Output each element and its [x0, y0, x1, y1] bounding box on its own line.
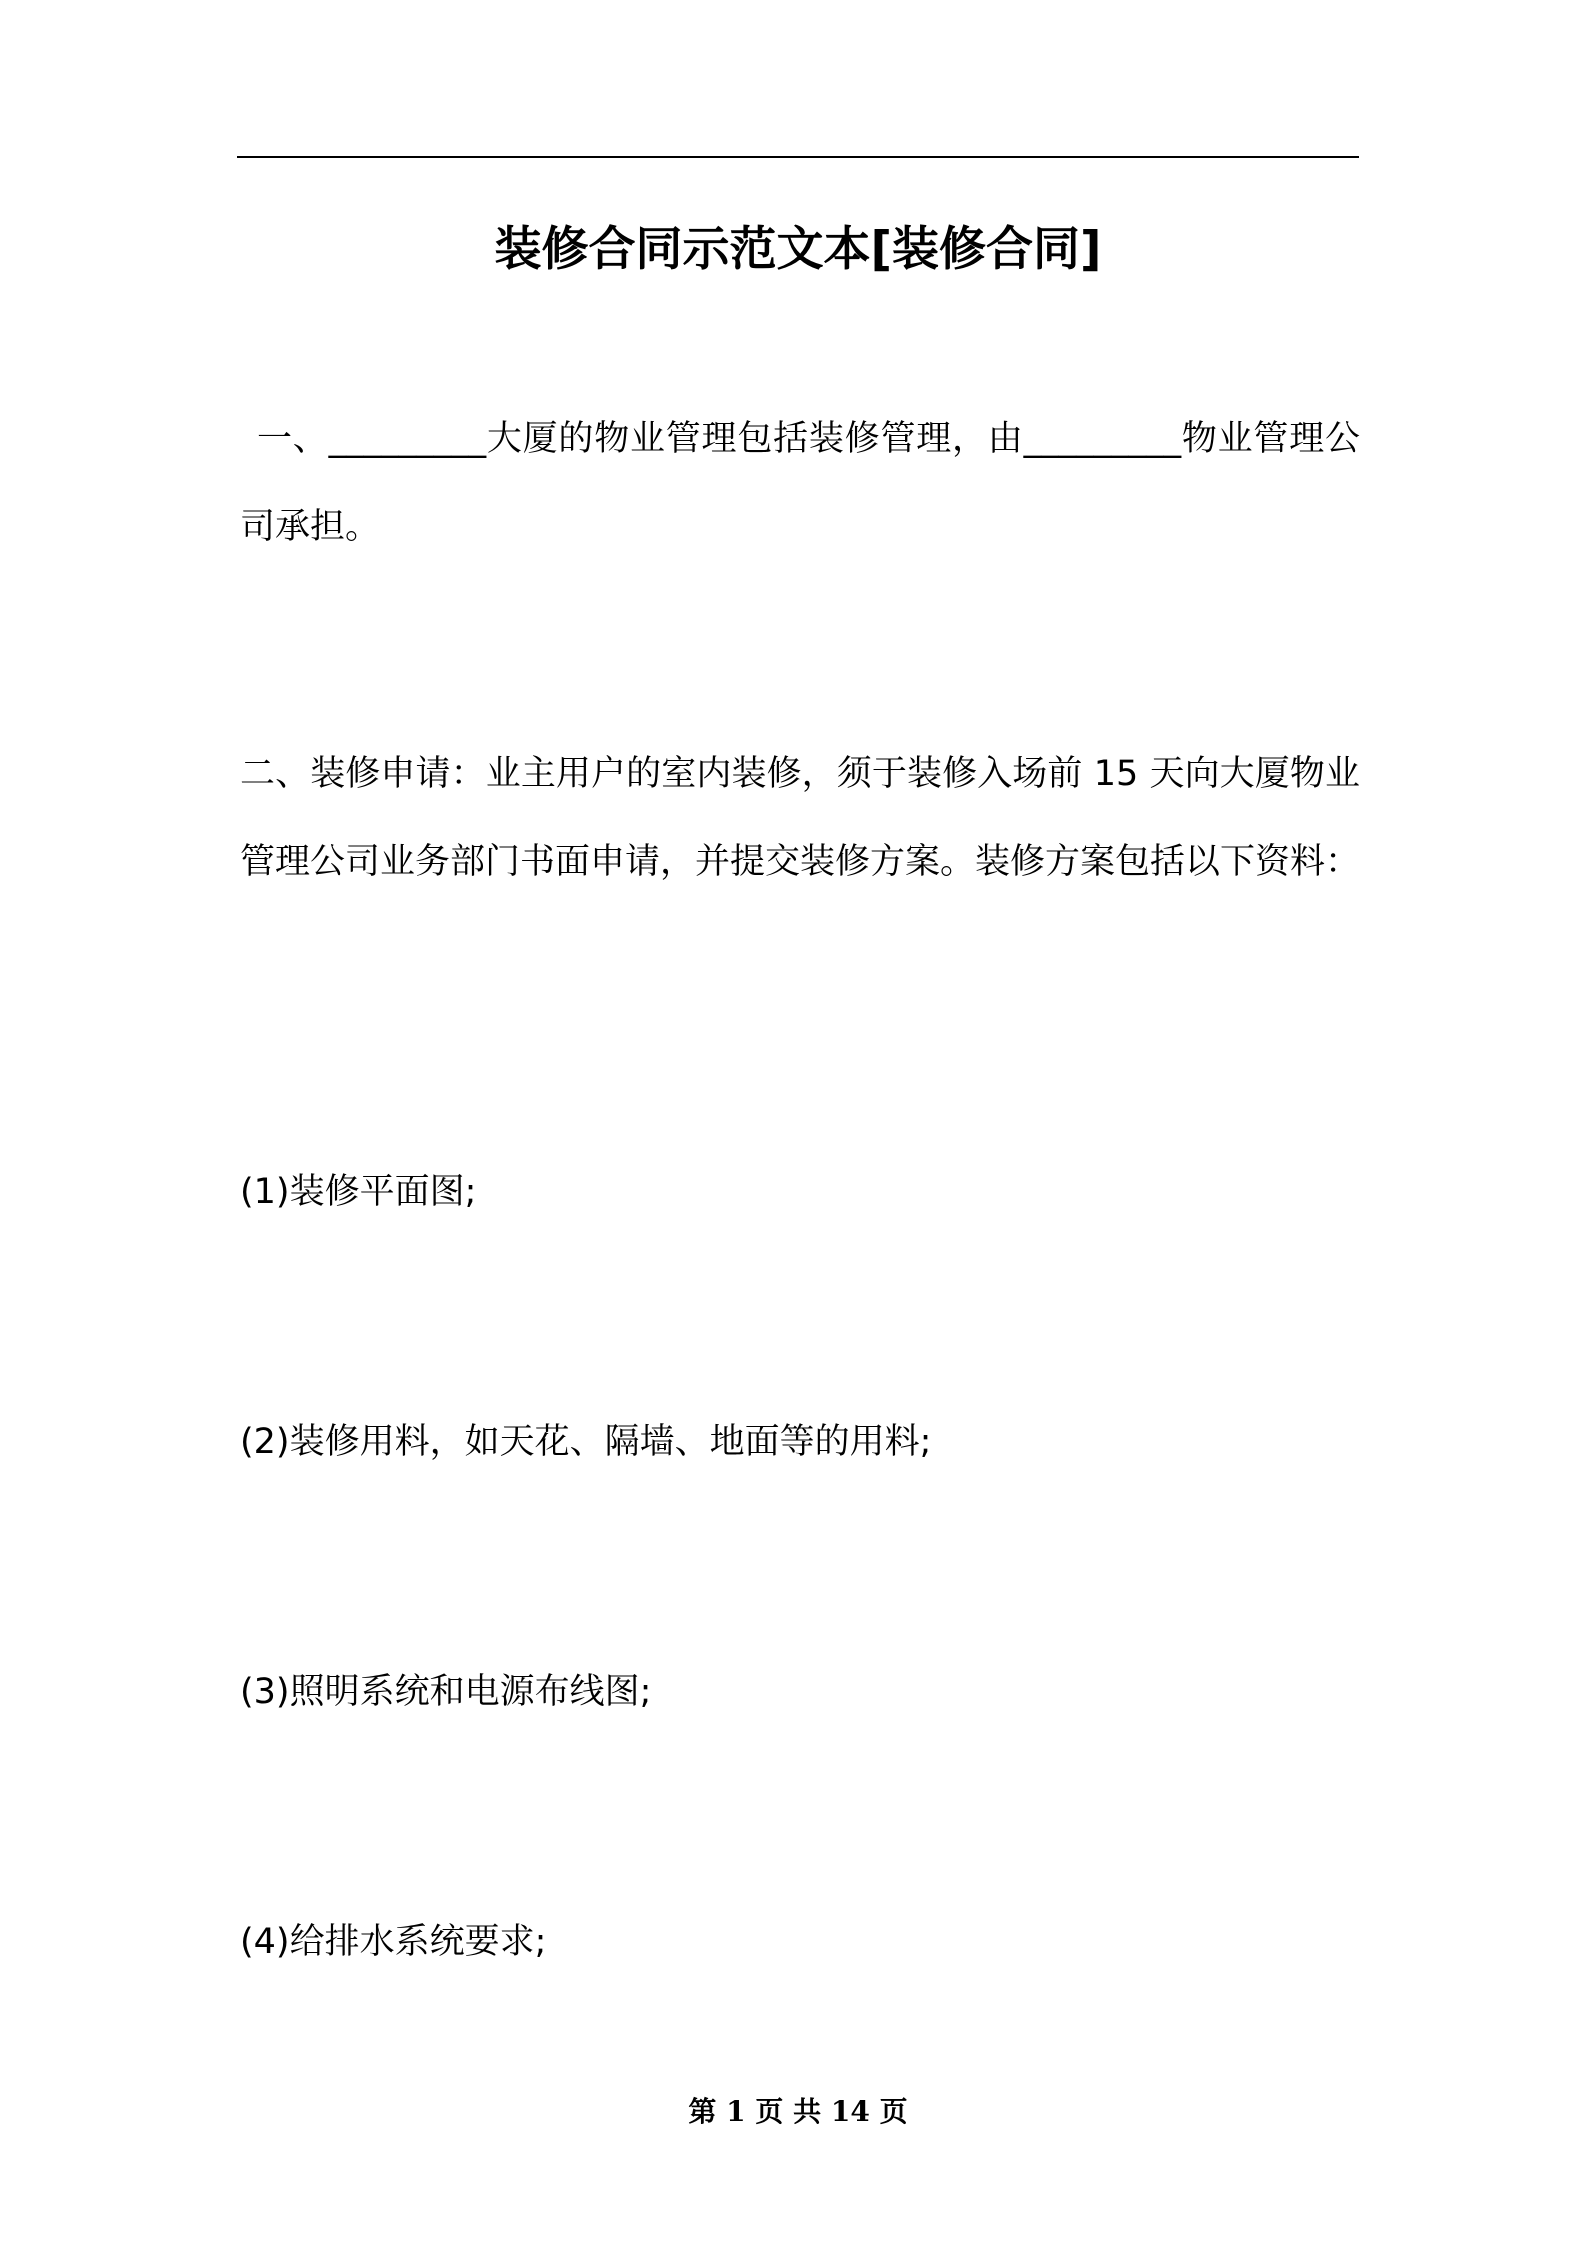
page-footer: 第 1 页 共 14 页: [688, 2095, 908, 2128]
list-item-2: (2)装修用料，如天花、隔墙、地面等的用料;: [240, 1422, 932, 1462]
paragraph-1: 一、_________大厦的物业管理包括装修管理，由_________物业管理公司承担。: [240, 419, 1360, 547]
list-item-3: (3)照明系统和电源布线图;: [240, 1672, 652, 1712]
document-title: 装修合同示范文本[装修合同]: [494, 222, 1102, 277]
list-item-1: (1)装修平面图;: [240, 1172, 477, 1212]
header-rule: [237, 156, 1359, 158]
paragraph-2: 二、装修申请：业主用户的室内装修，须于装修入场前 15 天向大厦物业管理公司业务部门书面申请，并提交装修方案。装修方案包括以下资料：: [240, 754, 1361, 882]
list-item-4: (4)给排水系统要求;: [240, 1922, 547, 1962]
